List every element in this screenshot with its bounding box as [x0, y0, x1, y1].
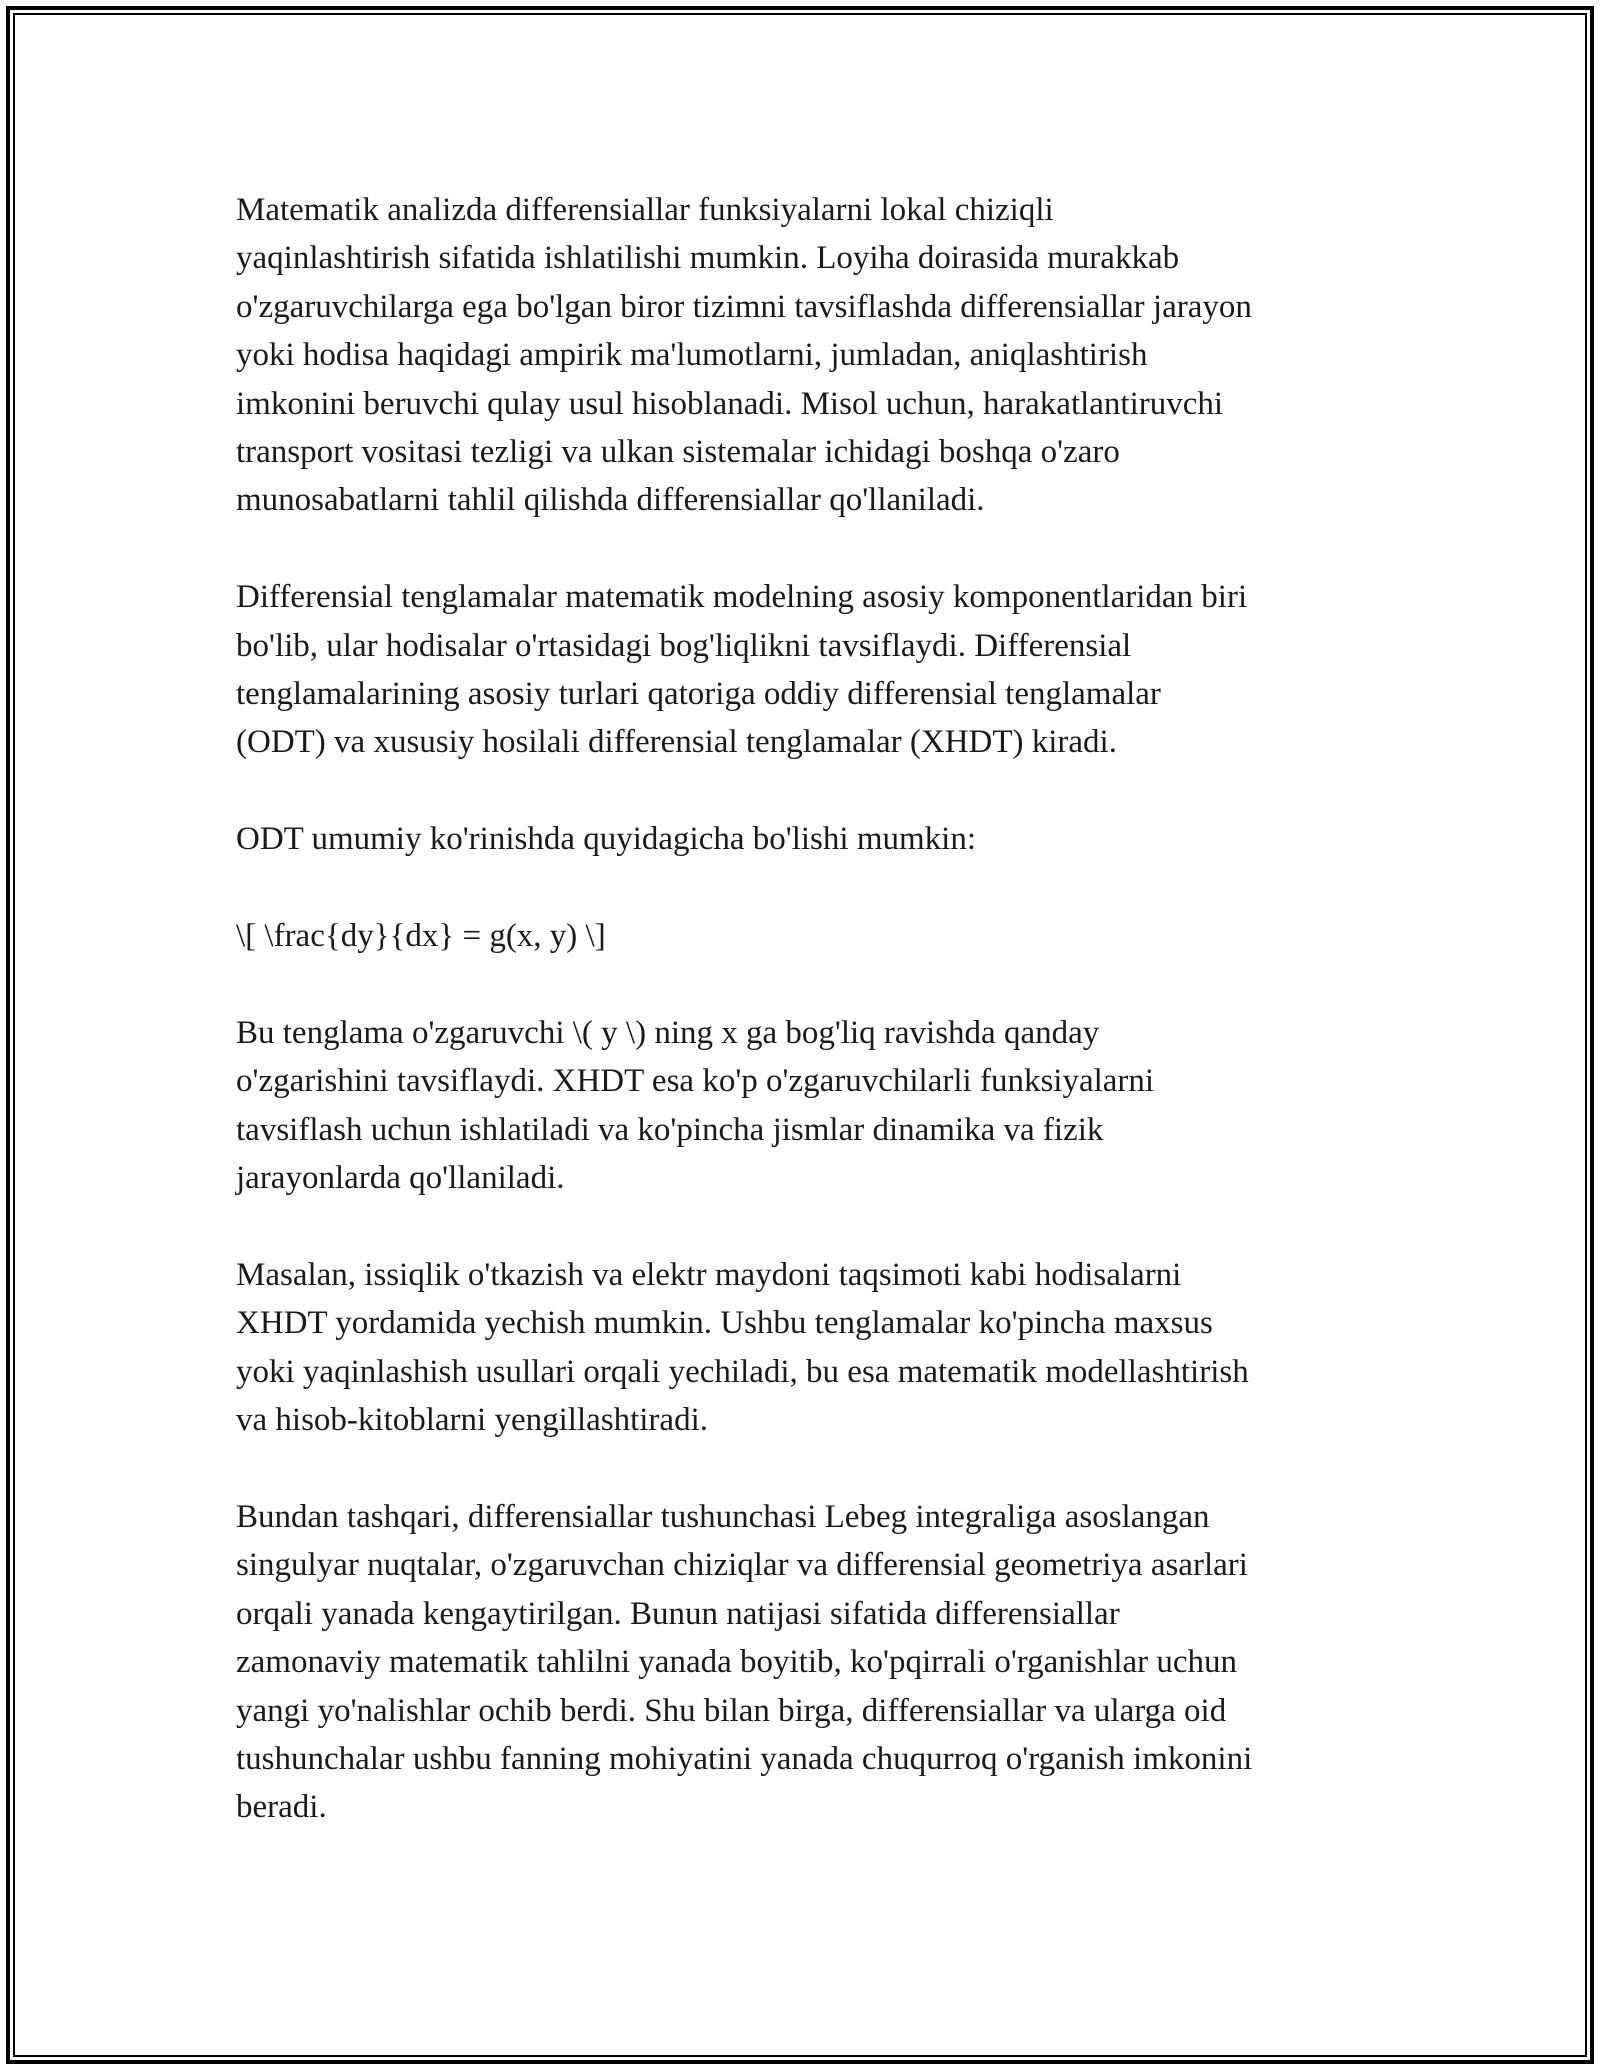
paragraph-differentials-intro: Matematik analizda differensiallar funksiyalarni lokal chiziqli yaqinlashtirish sifatida ishlatilishi mumkin. Loyiha doirasida murakkab o'zgaruvchilarga ega bo'lgan biror tizimni tavsiflashda differensiallar jarayon yoki hodisa haqidagi ampirik ma'lumotlarni, jumladan, aniqlashtirish imkonini beruvchi qulay usul hisoblanadi. Misol uchun, harakatlantiruvchi transport vositasi tezligi va ulkan sistemalar ichidagi boshqa o'zaro munosabatlarni tahlil qilishda differensiallar qo'llaniladi. — [236, 192, 1252, 519]
paragraph-xhdt-examples: Masalan, issiqlik o'tkazish va elektr maydoni taqsimoti kabi hodisalarni XHDT yordamida yechish mumkin. Ushbu tenglamalar ko'pincha maxsus yoki yaqinlashish usullari orqali yechiladi, bu esa matematik modellashtirish va hisob-kitoblarni yengillashtiradi. — [236, 1256, 1249, 1439]
document-body — [236, 186, 1396, 1832]
paragraph-equation-explanation: Bu tenglama o'zgaruvchi \( y \) ning x ga bog'liq ravishda qanday o'zgarishini tavsiflaydi. XHDT esa ko'p o'zgaruvchilarli funksiyalarni tavsiflash uchun ishlatiladi va ko'pincha jismlar dinamika va fizik jarayonlarda qo'llaniladi. — [236, 1014, 1155, 1197]
paragraph-conclusion: Bundan tashqari, differensiallar tushunchasi Lebeg integraliga asoslangan singulyar nuqtalar, o'zgaruvchan chiziqlar va differensial geometriya asarlari orqali yanada kengaytirilgan. Bunun natijasi sifatida differensiallar zamonaviy matematik tahlilni yanada boyitib, ko'pqirrali o'rganishlar uchun yangi yo'nalishlar ochib berdi. Shu bilan birga, differensiallar va ularga oid tushunchalar ushbu fanning mohiyatini yanada chuqurroq o'rganish imkonini beradi. — [236, 1498, 1253, 1826]
paragraph-differential-equations: Differensial tenglamalar matematik modelning asosiy komponentlaridan biri bo'lib, ular hodisalar o'rtasidagi bog'liqlikni tavsiflaydi. Differensial tenglamalarining asosiy turlari qatoriga oddiy differensial tenglamalar (ODT) va xususiy hosilali differensial tenglamalar (XHDT) kiradi. — [236, 579, 1248, 761]
equation-line: \[ \frac{dy}{dx} = g(x, y) \] — [236, 918, 606, 955]
paragraph-odt-general-form: ODT umumiy ko'rinishda quyidagicha bo'lishi mumkin: — [236, 821, 976, 858]
